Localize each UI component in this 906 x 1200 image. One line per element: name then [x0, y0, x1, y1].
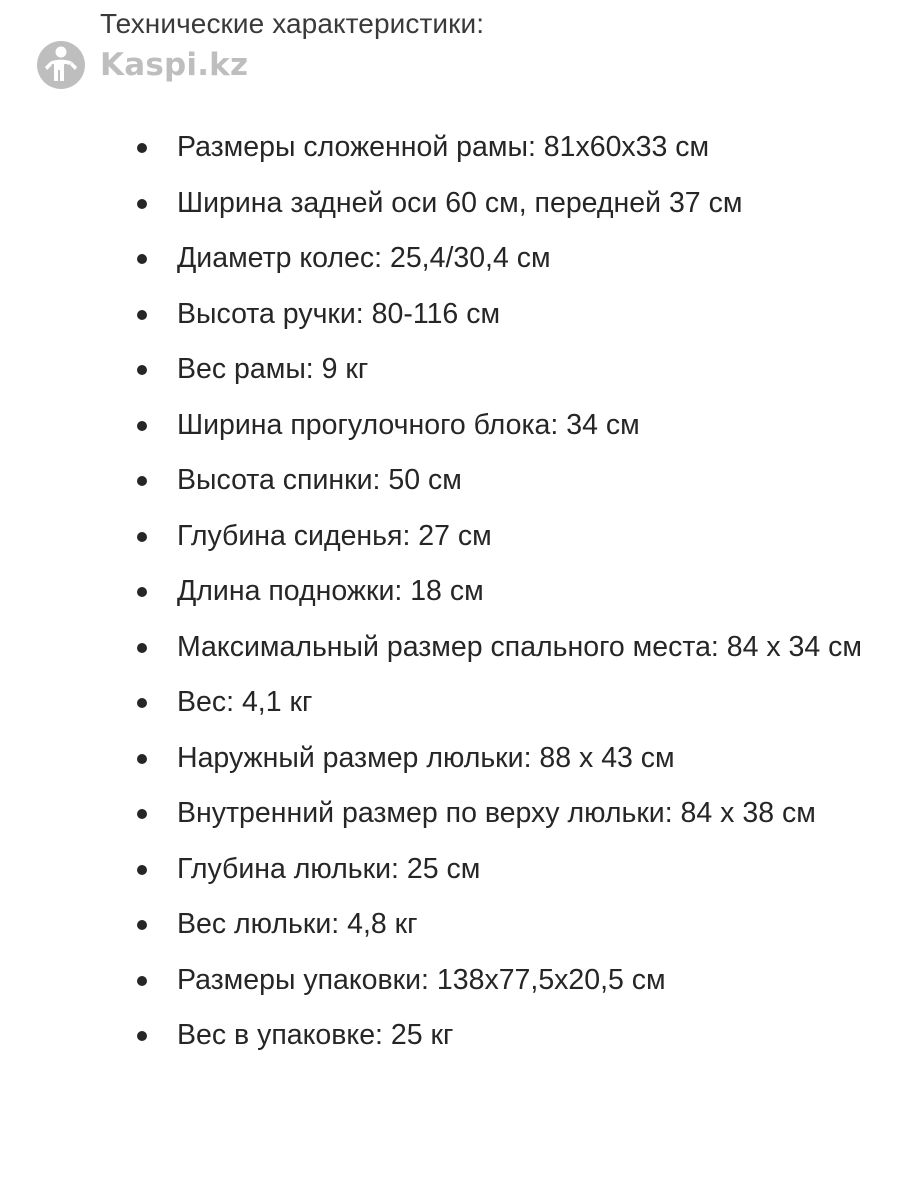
- spec-item: [136, 625, 886, 670]
- spec-text: Вес в упаковке: 25 кг: [177, 1019, 454, 1051]
- spec-text: Размеры сложенной рамы: 81х60х33 см: [177, 131, 710, 163]
- spec-item: [136, 958, 886, 1003]
- spec-item: [136, 569, 886, 614]
- spec-list: [136, 125, 886, 1069]
- bullet-icon: [137, 587, 147, 597]
- bullet-icon: [137, 421, 147, 431]
- spec-text: Длина подножки: 18 см: [177, 575, 484, 607]
- spec-item: [136, 403, 886, 448]
- spec-text: Максимальный размер спального места: 84 х 34 см: [177, 630, 863, 663]
- spec-item: [136, 791, 886, 836]
- bullet-icon: [137, 1031, 147, 1041]
- spec-item: [136, 458, 886, 503]
- spec-text: Вес рамы: 9 кг: [177, 353, 369, 385]
- spec-item: [136, 292, 886, 337]
- spec-item: [136, 236, 886, 281]
- spec-item: [136, 847, 886, 892]
- kaspi-logo-icon: [36, 40, 86, 90]
- spec-text: Диаметр колес: 25,4/30,4 см: [177, 242, 551, 274]
- bullet-icon: [137, 254, 147, 264]
- spec-text: Наружный размер люльки: 88 х 43 см: [177, 741, 675, 774]
- spec-item: [136, 181, 886, 226]
- spec-text: Глубина сиденья: 27 см: [177, 519, 492, 552]
- spec-item: [136, 514, 886, 559]
- spec-text: Вес люльки: 4,8 кг: [177, 908, 418, 940]
- bullet-icon: [137, 976, 147, 986]
- bullet-icon: [137, 643, 147, 653]
- bullet-icon: [137, 143, 147, 153]
- spec-item: [136, 347, 886, 392]
- bullet-icon: [137, 365, 147, 375]
- spec-item: [136, 902, 886, 947]
- spec-item: [136, 1013, 886, 1058]
- bullet-icon: [137, 476, 147, 486]
- bullet-icon: [137, 920, 147, 930]
- bullet-icon: [137, 809, 147, 819]
- spec-text: Внутренний размер по верху люльки: 84 х 38 см: [177, 797, 816, 829]
- bullet-icon: [137, 865, 147, 875]
- bullet-icon: [137, 310, 147, 320]
- bullet-icon: [137, 754, 147, 764]
- spec-item: [136, 680, 886, 725]
- spec-item: [136, 736, 886, 781]
- spec-item: [136, 125, 886, 170]
- spec-text: Ширина прогулочного блока: 34 см: [177, 408, 640, 441]
- kaspi-brand-text: Kaspi.kz: [100, 47, 249, 83]
- spec-text: Вес: 4,1 кг: [177, 686, 313, 718]
- spec-text: Высота ручки: 80-116 см: [177, 297, 501, 330]
- spec-text: Глубина люльки: 25 см: [177, 852, 481, 885]
- kaspi-watermark: [36, 40, 248, 90]
- spec-text: Размеры упаковки: 138х77,5х20,5 см: [177, 963, 666, 996]
- bullet-icon: [137, 532, 147, 542]
- bullet-icon: [137, 698, 147, 708]
- spec-text: Высота спинки: 50 см: [177, 464, 462, 496]
- bullet-icon: [137, 199, 147, 209]
- page-heading: Технические характеристики:: [100, 8, 485, 39]
- spec-text: Ширина задней оси 60 см, передней 37 см: [177, 186, 743, 219]
